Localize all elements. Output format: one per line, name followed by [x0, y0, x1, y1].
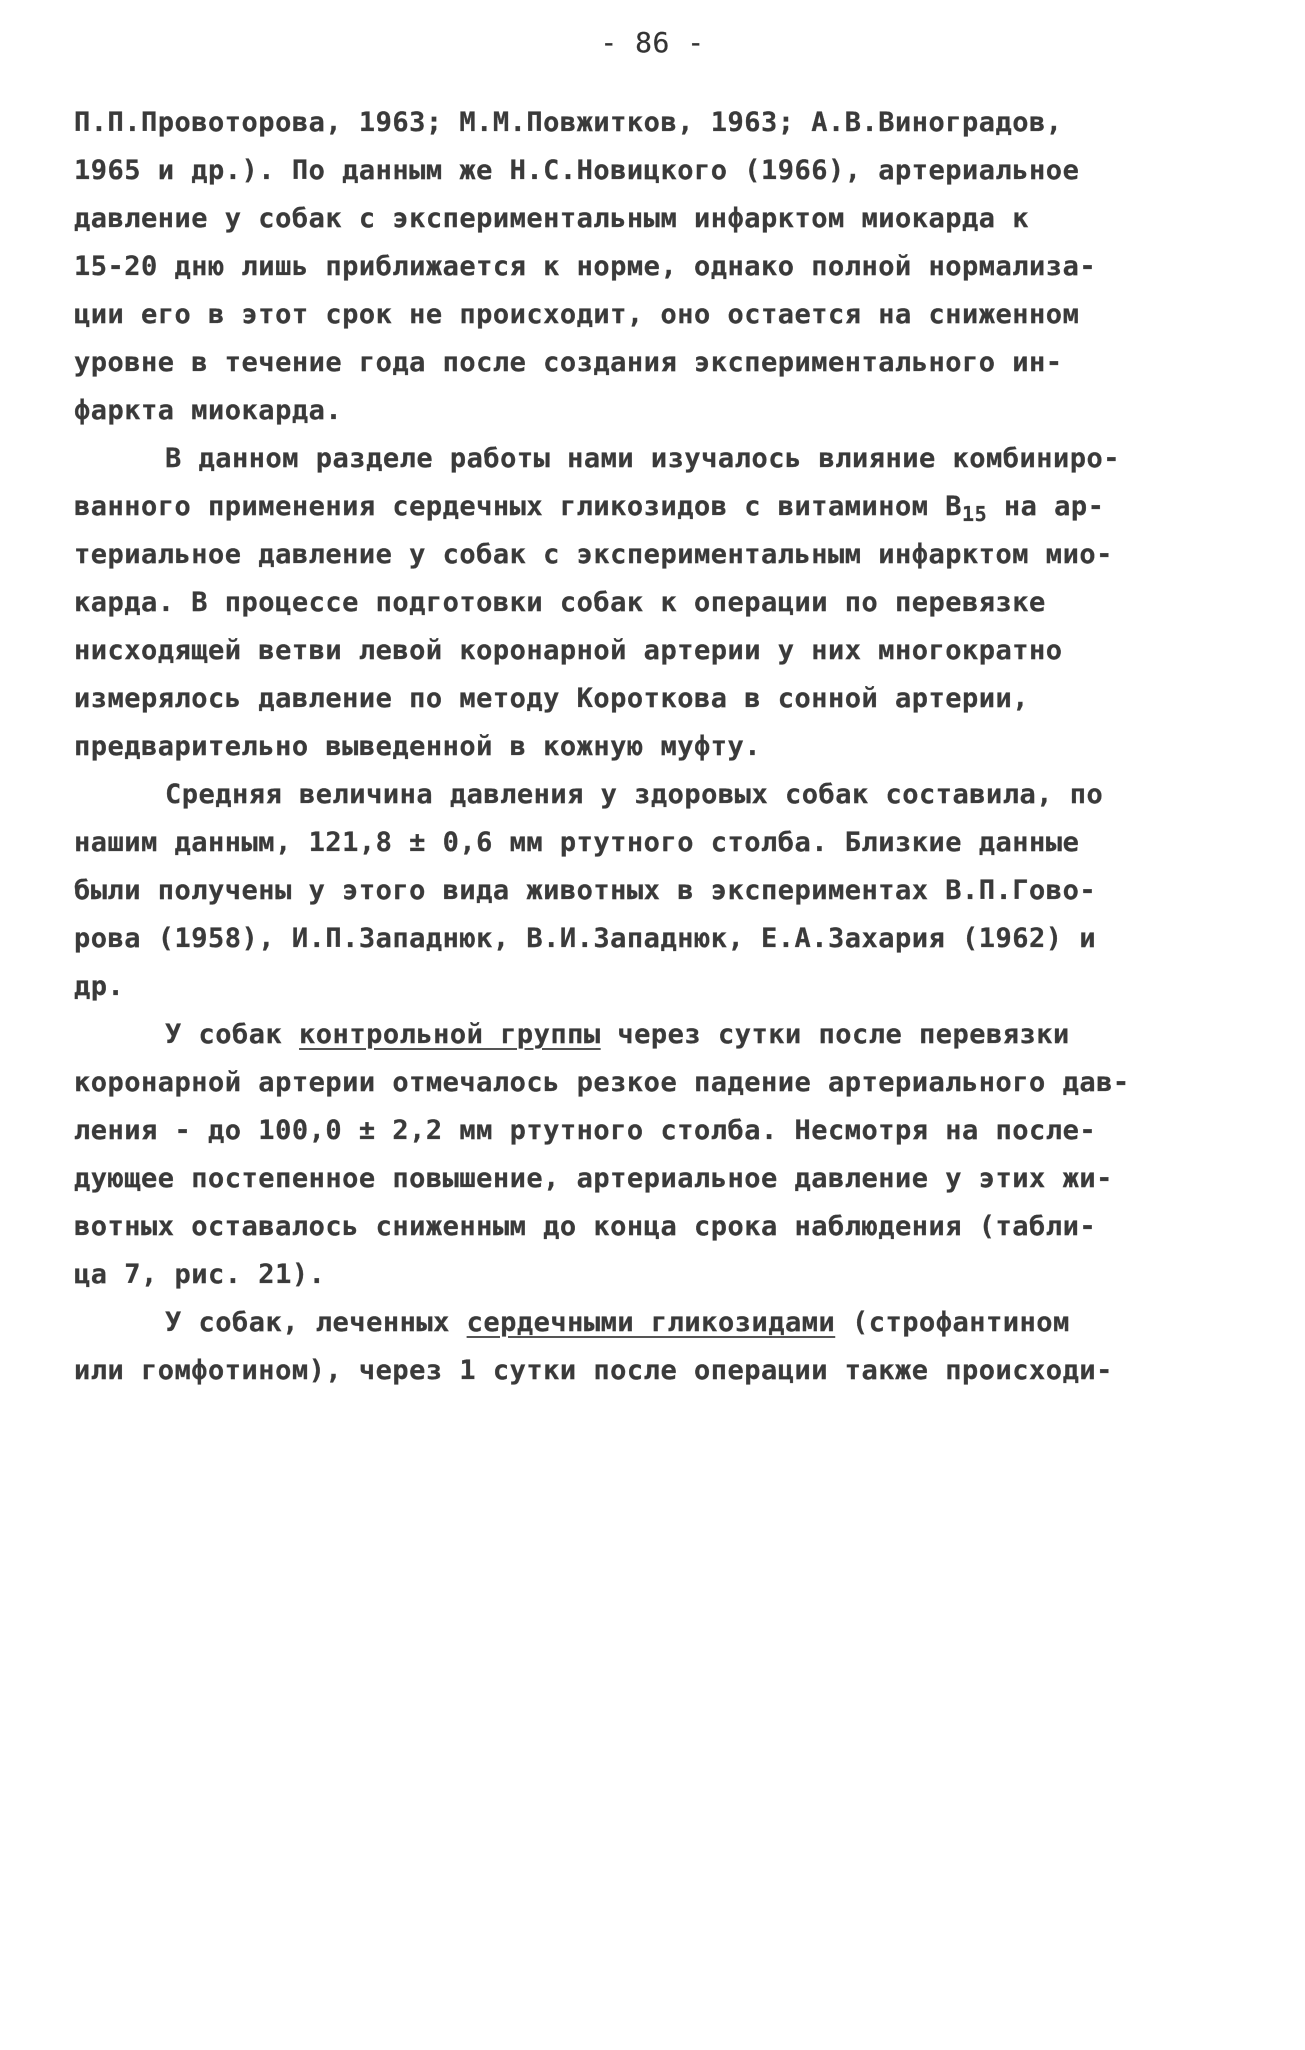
subscript: 15: [962, 502, 988, 526]
text-line: 1965 и др.). По данным же Н.С.Новицкого (1966), артериальное: [74, 155, 1080, 186]
text-fragment: (строфантином: [835, 1307, 1070, 1338]
text-fragment: ванного применения сердечных гликозидов с витамином B: [74, 491, 963, 522]
text-line: нисходящей ветви левой коронарной артерии у них многократно: [74, 635, 1063, 666]
paragraph-first-line: Средняя величина давления у здоровых собак составила, по: [165, 779, 1104, 810]
text-line: ца 7, рис. 21).: [74, 1259, 326, 1290]
text-line: ления - до 100,0 ± 2,2 мм ртутного столба. Несмотря на после-: [74, 1115, 1097, 1146]
text-line: 15-20 дню лишь приближается к норме, однако полной нормализа-: [74, 251, 1097, 282]
text-line: др.: [74, 971, 125, 1002]
underlined-text: контрольной группы: [299, 1019, 601, 1050]
text-fragment: через сутки после перевязки: [600, 1019, 1070, 1050]
page-number: - 86 -: [600, 26, 705, 59]
text-line: фаркта миокарда.: [74, 395, 343, 426]
text-line: териальное давление у собак с экспериментальным инфарктом мио-: [74, 539, 1113, 570]
text-line: предварительно выведенной в кожную муфту.: [74, 731, 761, 762]
text-fragment: У собак: [165, 1019, 300, 1050]
text-line: П.П.Провоторова, 1963; М.М.Повжитков, 1963; А.В.Виноградов,: [74, 107, 1063, 138]
text-line: вотных оставалось сниженным до конца срока наблюдения (табли-: [74, 1211, 1097, 1242]
text-fragment: на ар-: [987, 491, 1105, 522]
text-line: рова (1958), И.П.Западнюк, В.И.Западнюк, Е.А.Захария (1962) и: [74, 923, 1097, 954]
text-line: [74, 487, 1104, 527]
text-line: карда. В процессе подготовки собак к операции по перевязке: [74, 587, 1046, 618]
underlined-text: сердечными гликозидами: [466, 1307, 836, 1338]
text-line: ции его в этот срок не происходит, оно остается на сниженном: [74, 299, 1080, 330]
text-line: давление у собак с экспериментальным инфарктом миокарда к: [74, 203, 1030, 234]
text-line: нашим данным, 121,8 ± 0,6 мм ртутного столба. Близкие данные: [74, 827, 1080, 858]
text-fragment: У собак, леченных: [165, 1307, 467, 1338]
text-line: или гомфотином), через 1 сутки после операции также происходи-: [74, 1355, 1113, 1386]
text-line: коронарной артерии отмечалось резкое падение артериального дав-: [74, 1067, 1130, 1098]
text-line: измерялось давление по методу Короткова в сонной артерии,: [74, 683, 1030, 714]
text-line: дующее постепенное повышение, артериальное давление у этих жи-: [74, 1163, 1113, 1194]
text-line: уровне в течение года после создания экспериментального ин-: [74, 347, 1063, 378]
paragraph-first-line: [165, 1015, 1070, 1055]
text-line: были получены у этого вида животных в экспериментах В.П.Гово-: [74, 875, 1097, 906]
paragraph-first-line: [165, 1303, 1070, 1343]
paragraph-first-line: В данном разделе работы нами изучалось влияние комбиниро-: [165, 443, 1121, 474]
